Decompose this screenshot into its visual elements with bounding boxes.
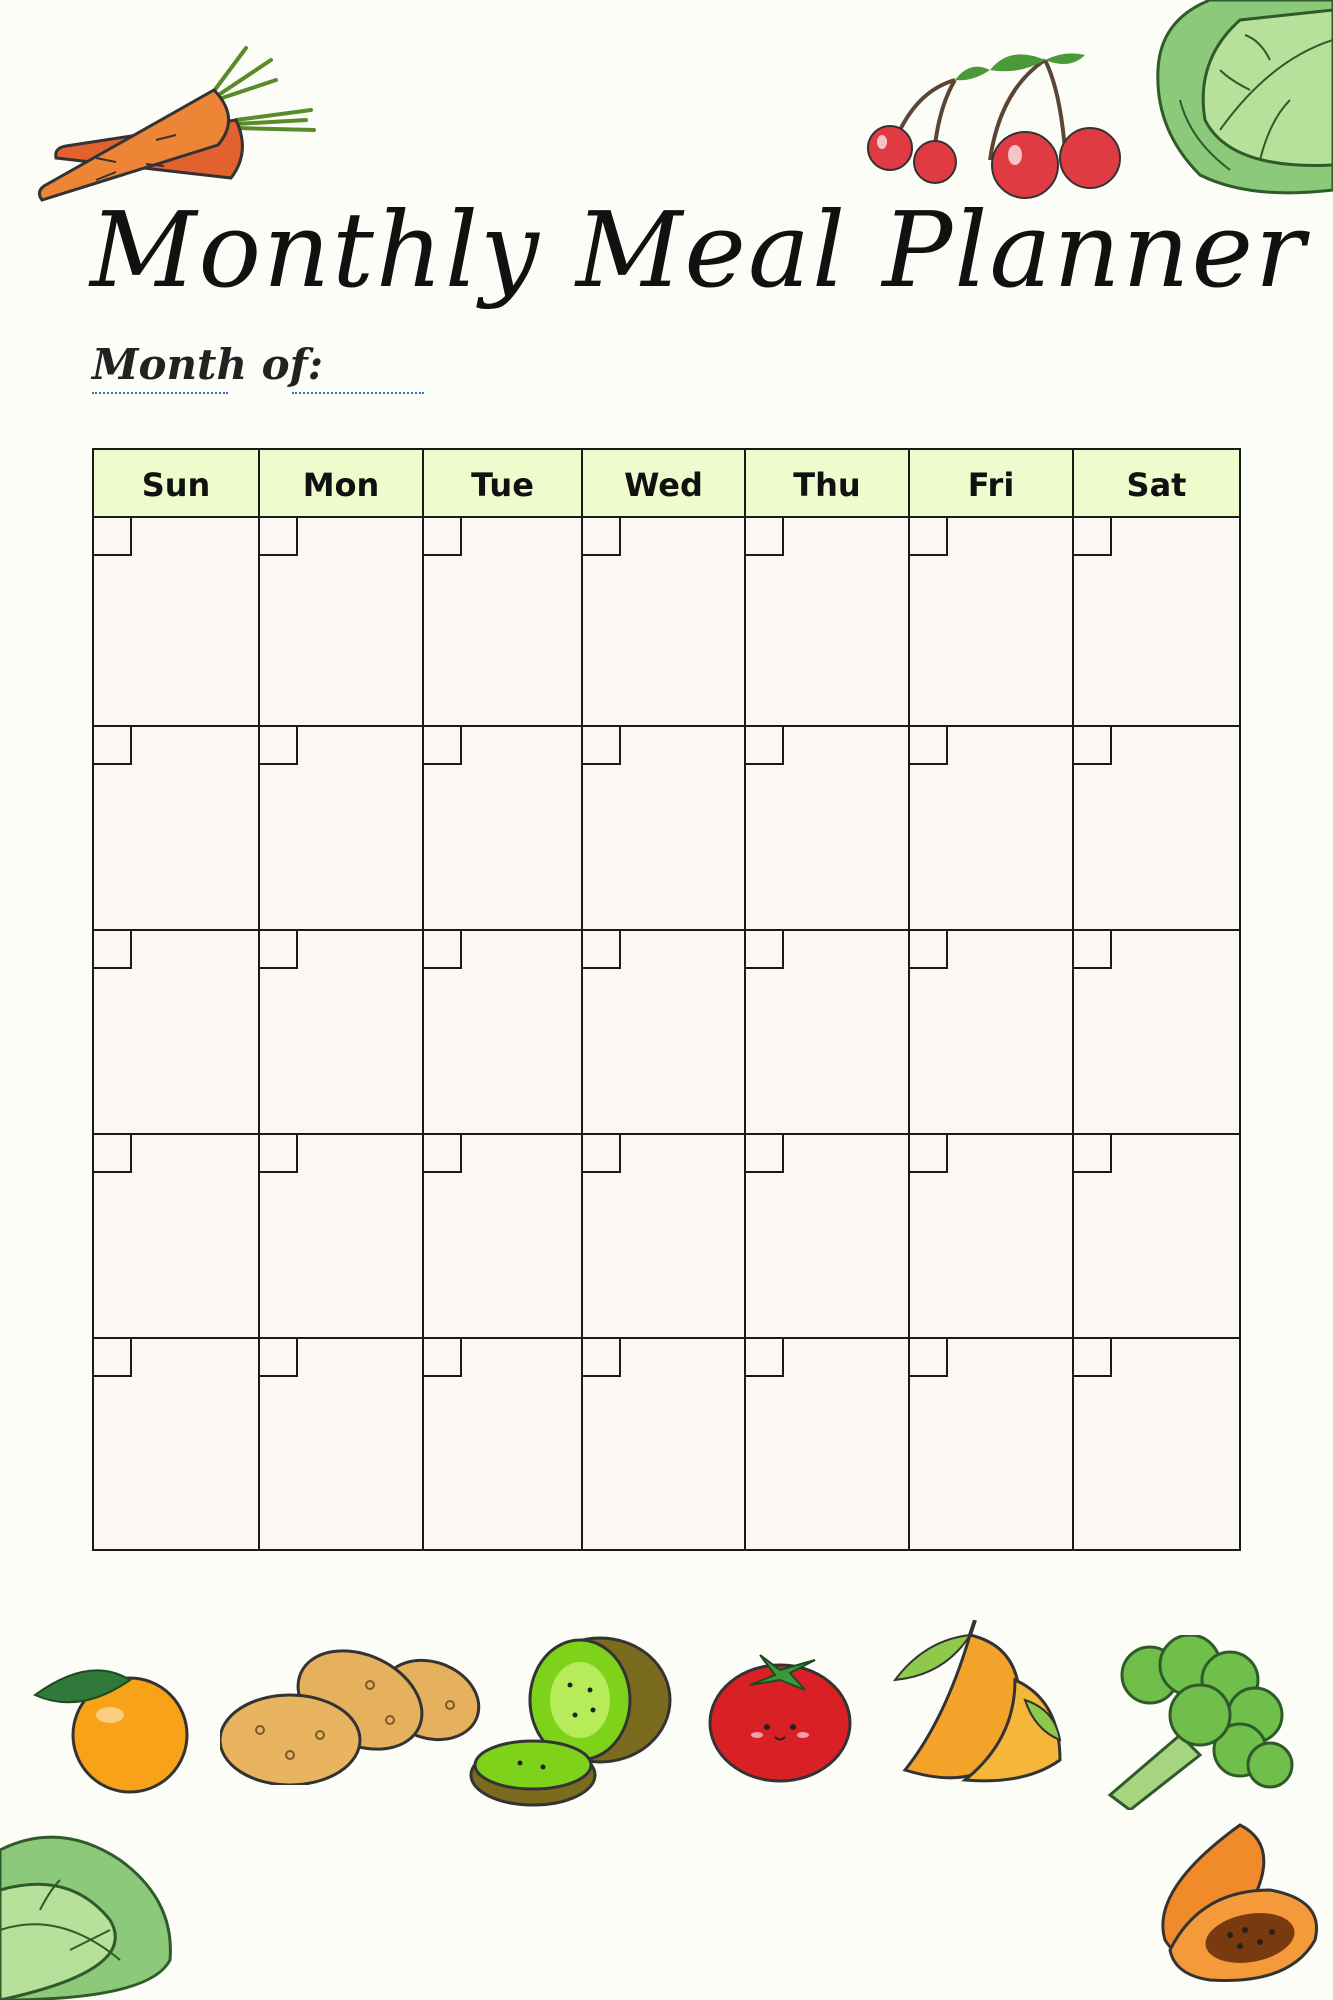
page-title: Monthly Meal Planner — [90, 189, 1307, 311]
date-number-box[interactable] — [1074, 727, 1112, 765]
day-cell[interactable] — [1074, 1135, 1239, 1339]
kiwi-icon — [465, 1635, 685, 1815]
date-number-box[interactable] — [424, 931, 462, 969]
date-number-box[interactable] — [1074, 1339, 1112, 1377]
date-number-box[interactable] — [260, 931, 298, 969]
day-header-label: Thu — [793, 466, 861, 504]
broccoli-icon — [1090, 1635, 1300, 1810]
day-cell[interactable] — [94, 727, 260, 931]
day-cell[interactable] — [260, 518, 424, 727]
day-cell[interactable] — [583, 518, 746, 727]
day-cell[interactable] — [910, 931, 1074, 1135]
date-number-box[interactable] — [260, 518, 298, 556]
day-cell[interactable] — [94, 518, 260, 727]
day-cell[interactable] — [746, 518, 910, 727]
day-header-label: Wed — [624, 466, 703, 504]
date-number-box[interactable] — [583, 1135, 621, 1173]
month-field-underline[interactable] — [92, 392, 228, 394]
date-number-box[interactable] — [424, 1339, 462, 1377]
date-number-box[interactable] — [1074, 1135, 1112, 1173]
date-number-box[interactable] — [910, 1339, 948, 1377]
day-cell[interactable] — [424, 1339, 583, 1549]
day-cell[interactable] — [583, 1135, 746, 1339]
date-number-box[interactable] — [746, 1135, 784, 1173]
day-cell[interactable] — [424, 931, 583, 1135]
day-header-sun — [94, 450, 260, 518]
date-number-box[interactable] — [94, 931, 132, 969]
day-cell[interactable] — [910, 1339, 1074, 1549]
date-number-box[interactable] — [260, 727, 298, 765]
orange-icon — [30, 1655, 200, 1795]
cherries-icon — [860, 50, 1130, 200]
date-number-box[interactable] — [94, 1339, 132, 1377]
day-cell[interactable] — [746, 727, 910, 931]
day-header-fri — [910, 450, 1074, 518]
day-cell[interactable] — [746, 1339, 910, 1549]
potatoes-icon — [220, 1645, 490, 1785]
date-number-box[interactable] — [94, 727, 132, 765]
date-number-box[interactable] — [260, 1339, 298, 1377]
date-number-box[interactable] — [910, 727, 948, 765]
day-header-label: Mon — [302, 466, 380, 504]
mango-icon — [885, 1620, 1065, 1795]
month-field-underline-extension[interactable] — [292, 392, 424, 394]
date-number-box[interactable] — [583, 1339, 621, 1377]
date-number-box[interactable] — [910, 518, 948, 556]
date-number-box[interactable] — [424, 1135, 462, 1173]
date-number-box[interactable] — [746, 518, 784, 556]
day-cell[interactable] — [583, 931, 746, 1135]
date-number-box[interactable] — [1074, 518, 1112, 556]
date-number-box[interactable] — [94, 518, 132, 556]
day-header-label: Sat — [1126, 466, 1187, 504]
day-cell[interactable] — [1074, 931, 1239, 1135]
day-cell[interactable] — [910, 1135, 1074, 1339]
date-number-box[interactable] — [1074, 931, 1112, 969]
day-cell[interactable] — [1074, 727, 1239, 931]
calendar-grid — [92, 448, 1241, 1551]
tomato-icon — [705, 1645, 855, 1785]
date-number-box[interactable] — [746, 1339, 784, 1377]
day-cell[interactable] — [260, 1135, 424, 1339]
lettuce-bottom-icon — [0, 1810, 180, 2000]
day-header-sat — [1074, 450, 1239, 518]
papaya-icon — [1140, 1820, 1325, 1990]
date-number-box[interactable] — [910, 931, 948, 969]
day-cell[interactable] — [260, 1339, 424, 1549]
day-cell[interactable] — [260, 727, 424, 931]
day-cell[interactable] — [94, 1135, 260, 1339]
day-header-thu — [746, 450, 910, 518]
day-cell[interactable] — [424, 1135, 583, 1339]
month-of-label: Month of: — [92, 340, 324, 389]
day-cell[interactable] — [1074, 1339, 1239, 1549]
day-header-label: Sun — [141, 466, 211, 504]
date-number-box[interactable] — [424, 518, 462, 556]
day-cell[interactable] — [424, 727, 583, 931]
lettuce-icon — [1150, 0, 1333, 200]
day-header-tue — [424, 450, 583, 518]
date-number-box[interactable] — [424, 727, 462, 765]
day-cell[interactable] — [910, 518, 1074, 727]
day-cell[interactable] — [910, 727, 1074, 931]
date-number-box[interactable] — [94, 1135, 132, 1173]
day-cell[interactable] — [260, 931, 424, 1135]
date-number-box[interactable] — [746, 727, 784, 765]
day-header-label: Fri — [967, 466, 1015, 504]
day-cell[interactable] — [94, 1339, 260, 1549]
day-cell[interactable] — [746, 1135, 910, 1339]
date-number-box[interactable] — [583, 518, 621, 556]
date-number-box[interactable] — [260, 1135, 298, 1173]
day-cell[interactable] — [424, 518, 583, 727]
day-cell[interactable] — [583, 1339, 746, 1549]
day-header-mon — [260, 450, 424, 518]
date-number-box[interactable] — [746, 931, 784, 969]
day-cell[interactable] — [746, 931, 910, 1135]
date-number-box[interactable] — [910, 1135, 948, 1173]
day-header-label: Tue — [471, 466, 534, 504]
date-number-box[interactable] — [583, 931, 621, 969]
day-cell[interactable] — [583, 727, 746, 931]
carrot-icon — [36, 40, 326, 210]
day-header-wed — [583, 450, 746, 518]
day-cell[interactable] — [1074, 518, 1239, 727]
day-cell[interactable] — [94, 931, 260, 1135]
date-number-box[interactable] — [583, 727, 621, 765]
